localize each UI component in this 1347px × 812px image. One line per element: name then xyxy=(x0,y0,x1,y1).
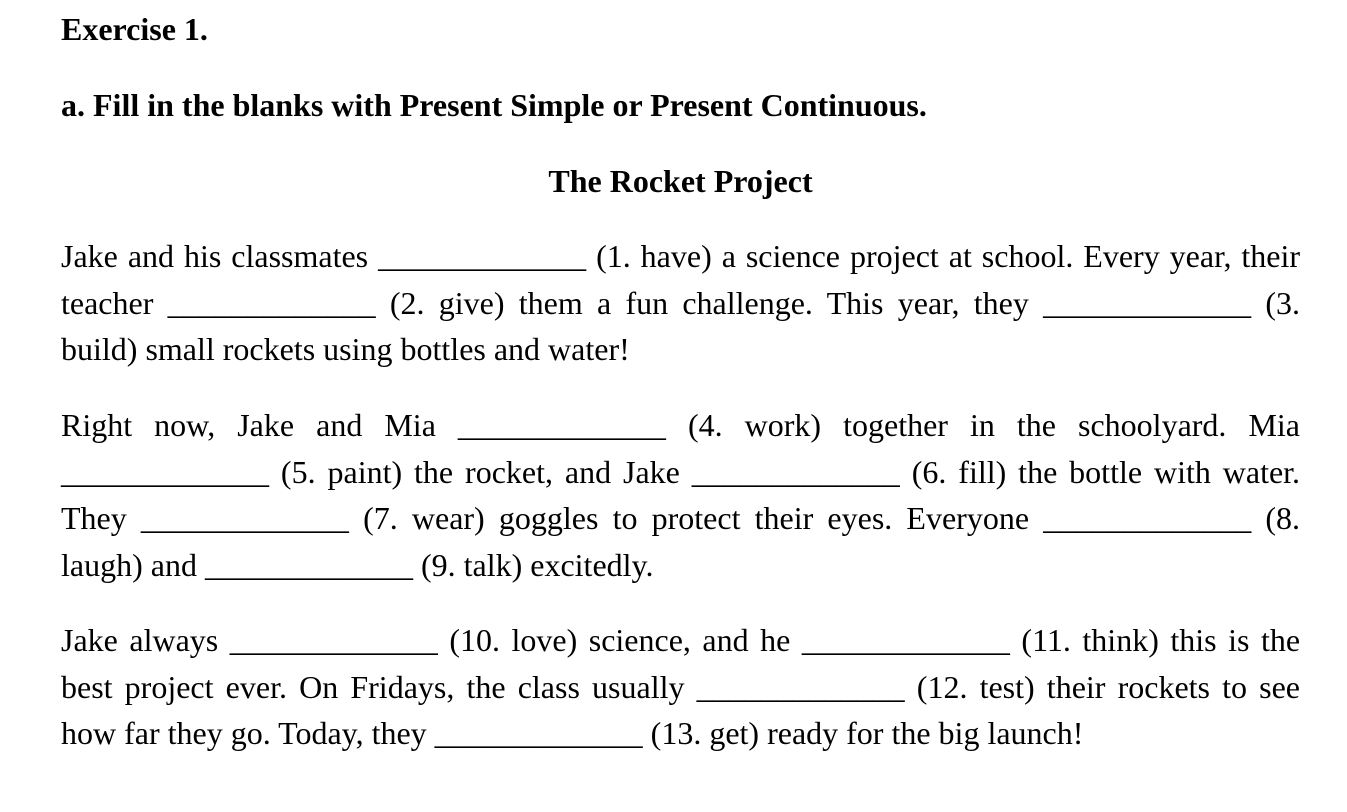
blank-5: _____________ xyxy=(61,453,269,490)
blank-3: _____________ xyxy=(1043,284,1252,321)
text-segment: Jake and his classmates xyxy=(61,238,369,274)
text-segment: (2. give) them a fun challenge. This year, they xyxy=(389,284,1029,321)
text-segment: Right now, Jake and Mia xyxy=(61,407,436,443)
blank-10: _____________ xyxy=(229,622,438,658)
text-segment: (11. think) this is the best project ever. On Fridays, the class usually xyxy=(61,622,1301,705)
text-segment: (13. get) ready for the big launch! xyxy=(650,715,1084,751)
paragraph-3 xyxy=(61,617,1300,757)
blank-6: _____________ xyxy=(691,453,900,490)
paragraph-2 xyxy=(61,402,1300,588)
blank-2: _____________ xyxy=(167,284,376,321)
story-title: The Rocket Project xyxy=(548,163,813,199)
blank-11: _____________ xyxy=(801,622,1010,658)
text-segment: (3. build) small rockets using bottles and water! xyxy=(61,284,1301,367)
instruction-heading: a. Fill in the blanks with Present Simple or Present Continuous. xyxy=(61,87,927,123)
text-segment: (5. paint) the rocket, and Jake xyxy=(280,453,680,490)
text-segment: Jake always xyxy=(61,622,219,658)
blank-9: _____________ xyxy=(204,546,413,583)
blank-13: _____________ xyxy=(434,715,643,751)
text-segment: (10. love) science, and he xyxy=(449,622,791,658)
blank-4: _____________ xyxy=(457,407,666,443)
text-segment: (12. test) their rockets to see how far they go. Today, they xyxy=(61,668,1301,751)
blank-7: _____________ xyxy=(140,500,349,536)
text-segment: (1. have) a science project at school. Every year, their teacher xyxy=(61,238,1301,321)
exercise-title: Exercise 1. xyxy=(61,11,208,47)
text-segment: (8. laugh) and xyxy=(61,500,1300,583)
paragraph-1 xyxy=(61,233,1300,373)
blank-8: _____________ xyxy=(1043,500,1252,536)
blank-12: _____________ xyxy=(696,668,905,705)
text-segment: (7. wear) goggles to protect their eyes. Everyone xyxy=(363,500,1030,536)
text-segment: (9. talk) excitedly. xyxy=(420,546,654,583)
blank-1: _____________ xyxy=(378,238,587,274)
text-segment: (4. work) together in the schoolyard. Mia xyxy=(687,407,1300,443)
text-segment: (6. fill) the bottle with water. They xyxy=(61,453,1301,536)
